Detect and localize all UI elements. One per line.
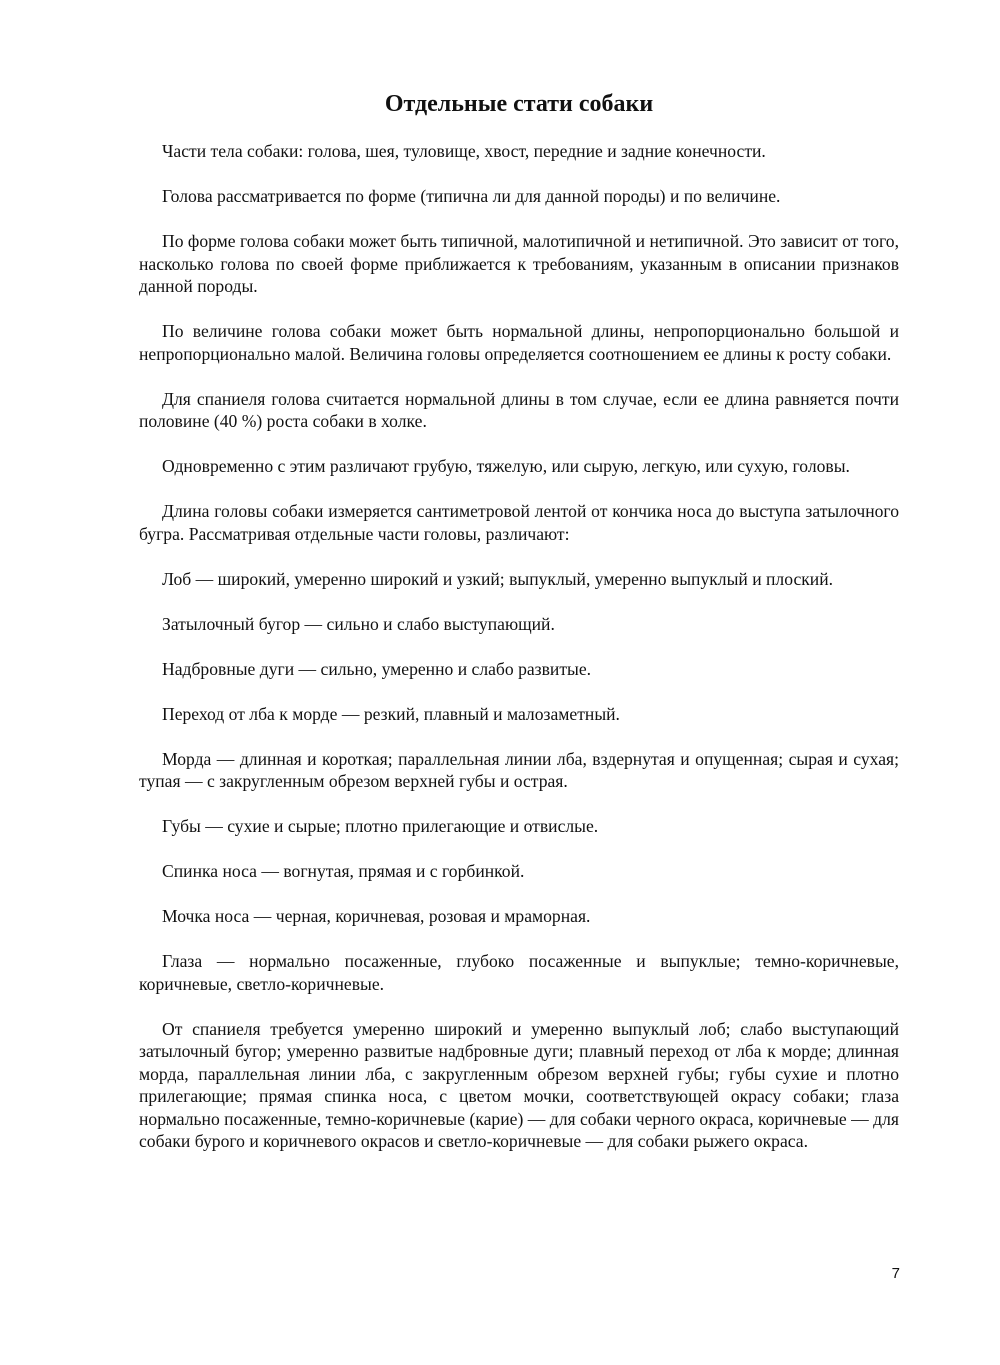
- paragraph-spaniel-requirements: От спаниеля требуется умеренно широкий и умеренно выпуклый лоб; слабо выступающий затылочный бугор; умеренно развитые надбровные дуги; плавный переход от лба к морде; длинная морда, параллельная линии лба, с закругленным обрезом верхней губы; губы сухие и плотно прилегающие; прямая спинка носа, с цветом мочки, соответствующей окрасу собаки; глаза нормально посаженные, темно-коричневые (карие) — для собаки черного окраса, коричневые — для собаки бурого и коричневого окрасов и светло-коричневые — для собаки рыжего окраса.: [139, 1018, 899, 1151]
- paragraph-occipital-bump: Затылочный бугор — сильно и слабо выступающий.: [162, 613, 555, 634]
- paragraph-brow-ridges: Надбровные дуги — сильно, умеренно и слабо развитые.: [162, 658, 592, 679]
- paragraph-body-parts: Части тела собаки: голова, шея, туловище, хвост, передние и задние конечности.: [162, 141, 766, 161]
- paragraph-head-form: По форме голова собаки может быть типичной, малотипичной и нетипичной. Это зависит от того, насколько голова по своей форме приближается к требованиям, указанным в описании признаков данной породы.: [139, 231, 899, 296]
- paragraph-muzzle: Морда — длинная и короткая; параллельная линии лба, вздернутая и опущенная; сырая и сухая; тупая — с закругленным обрезом верхней губы и острая.: [139, 748, 899, 791]
- paragraph-head-size: По величине голова собаки может быть нормальной длины, непропорционально большой и непропорционально малой. Величина головы определяется соотношением ее длины к росту собаки.: [139, 321, 899, 364]
- paragraph-eyes: Глаза — нормально посаженные, глубоко посаженные и выпуклые; темно-коричневые, коричневые, светло-коричневые.: [139, 951, 899, 994]
- paragraph-nose-bridge: Спинка носа — вогнутая, прямая и с горбинкой.: [162, 861, 525, 881]
- paragraph-forehead: Лоб — широкий, умеренно широкий и узкий; выпуклый, умеренно выпуклый и плоский.: [162, 568, 834, 589]
- paragraph-lips: Губы — сухие и сырые; плотно прилегающие и отвислые.: [162, 816, 599, 836]
- page-number: 7: [891, 1265, 900, 1282]
- paragraph-head-types: Одновременно с этим различают грубую, тяжелую, или сырую, легкую, или сухую, головы.: [162, 456, 850, 476]
- paragraph-head-measurement: Длина головы собаки измеряется сантиметровой лентой от кончика носа до выступа затылочного бугра. Рассматривая отдельные части головы, различают:: [139, 501, 899, 544]
- paragraph-spaniel-head-length: Для спаниеля голова считается нормальной длины в том случае, если ее длина равняется почти половине (40 %) роста собаки в холке.: [139, 388, 899, 431]
- page-title: Отдельные стати собаки: [384, 91, 654, 117]
- paragraph-stop: Переход от лба к морде — резкий, плавный и малозаметный.: [162, 703, 620, 724]
- paragraph-head-assessment: Голова рассматривается по форме (типична ли для данной породы) и по величине.: [162, 186, 781, 206]
- document-page: [139, 88, 899, 1175]
- paragraph-nose-tip: Мочка носа — черная, коричневая, розовая и мраморная.: [162, 906, 591, 926]
